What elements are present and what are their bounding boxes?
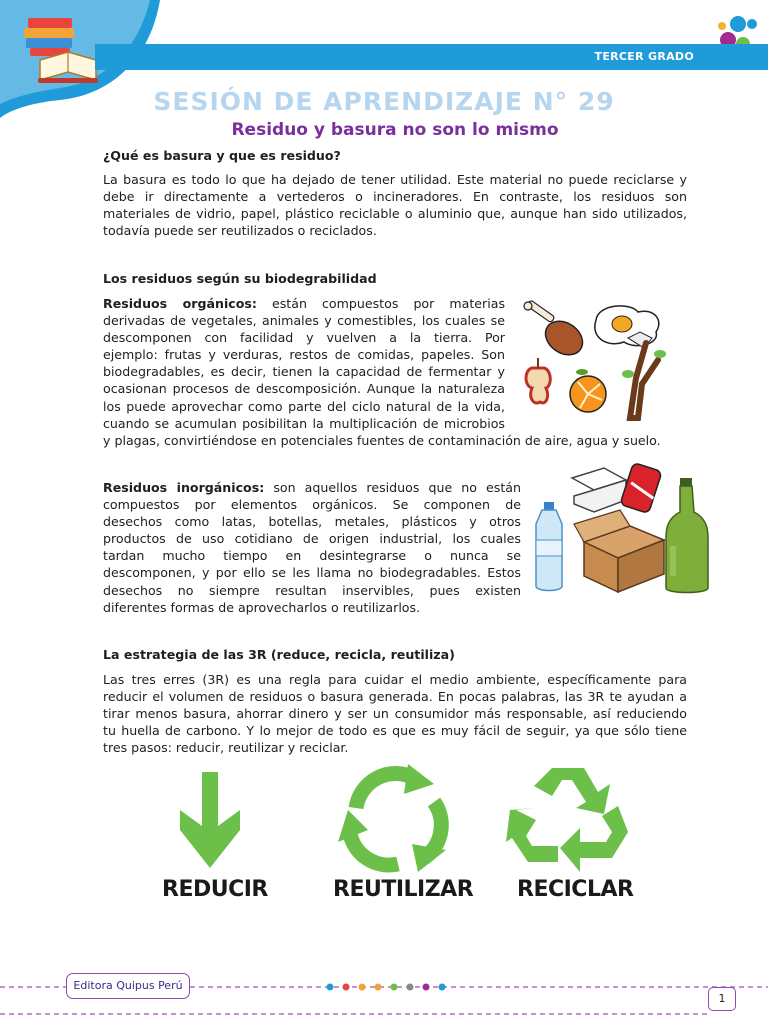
foam-box-icon [572, 468, 626, 512]
page-subtitle: Residuo y basura no son lo mismo [231, 120, 559, 140]
cardboard-box-icon [574, 510, 664, 592]
egg-shell-icon [595, 306, 659, 348]
branch-icon [622, 343, 666, 418]
inorganic-paragraph: Residuos inorgánicos: son aquellos residuos que no están compuestos por elementos orgánicos. Se componen de desechos como latas, botellas, metales, plásticos y otros productos de uso cotidiano de origen industrial, los cuales tardan mucho tiempo en desintegrarse o nunca se descomponen, y por ello se les llama no biodegradables. Estos desechos no siempre resultan inservibles, pues existen diferentes formas de aprovecharlos o reutilizarlos. [103, 480, 521, 615]
reuse-circle-icon [334, 762, 454, 876]
section3-paragraph: Las tres erres (3R) es una regla para cuidar el medio ambiente, específicamente para reducir el volumen de residuos o basura generada. En pocas palabras, las 3R te ayudan a tirar menos basura, ahorrar dinero y ser un consumidor más responsable, así reduciendo tu huella de carbono. Y lo mejor de todo es que es muy fácil de seguir, ya que sólo tiene tres pasos: reducir, reutilizar y reciclar. [103, 672, 687, 756]
section-question: ¿Qué es basura y que es residuo? [103, 148, 341, 163]
footer-drops-decoration [327, 984, 446, 991]
books-icon [20, 12, 105, 87]
reduce-arrow-icon [178, 772, 242, 870]
publisher-badge: Editora Quipus Perú [66, 973, 190, 999]
section3-heading: La estrategia de las 3R (reduce, recicla, reutiliza) [103, 647, 455, 662]
section2-heading: Los residuos según su biodegrabilidad [103, 271, 377, 286]
glass-bottle-icon [666, 478, 708, 593]
reuse-label: REUTILIZAR [333, 877, 474, 902]
recycle-label: RECICLAR [517, 877, 634, 902]
page-number: 1 [708, 987, 736, 1011]
drumstick-icon [524, 300, 589, 362]
inorganic-waste-illustration [534, 460, 720, 596]
page-title: SESIÓN DE APRENDIZAJE N° 29 [153, 87, 615, 116]
orange-icon [570, 369, 606, 412]
reduce-label: REDUCIR [162, 877, 268, 902]
inorganic-term: Residuos inorgánicos: [103, 480, 265, 495]
recycle-icon [506, 762, 630, 874]
plastic-bottle-icon [536, 502, 562, 591]
grade-label: TERCER GRADO [594, 50, 694, 63]
organic-term: Residuos orgánicos: [103, 296, 257, 311]
section1-paragraph: La basura es todo lo que ha dejado de tener utilidad. Este material no puede reciclarse y debe ir directamente a vertederos o incineradores. En contraste, los residuos son materiales de vidrio, papel, plástico reciclable o aluminio que, aunque han sido utilizados, todavía puede ser reutilizados o reciclados. [103, 172, 687, 239]
header-bar [95, 44, 768, 70]
soda-can-icon [620, 462, 662, 513]
organic-waste-illustration [518, 298, 668, 423]
apple-core-icon [526, 358, 550, 403]
organic-paragraph: Residuos orgánicos: están compuestos por materias derivadas de vegetales, animales y comestibles, los cuales se descomponen con facilidad y vuelven a la tierra. Por ejemplo: frutas y verduras, restos de comidas, papeles. Son biodegradables, es decir, tienen la capacidad de fermentar y ocasionan procesos de descomposición. Aunque la naturaleza los puede aprovechar como parte del ciclo natural de la vida, cuando se acumulan posibilitan la multiplicación de microbios y plagas, convirtiéndose en potenciales fuentes de contaminación de aire, agua y suelo. [103, 296, 661, 448]
